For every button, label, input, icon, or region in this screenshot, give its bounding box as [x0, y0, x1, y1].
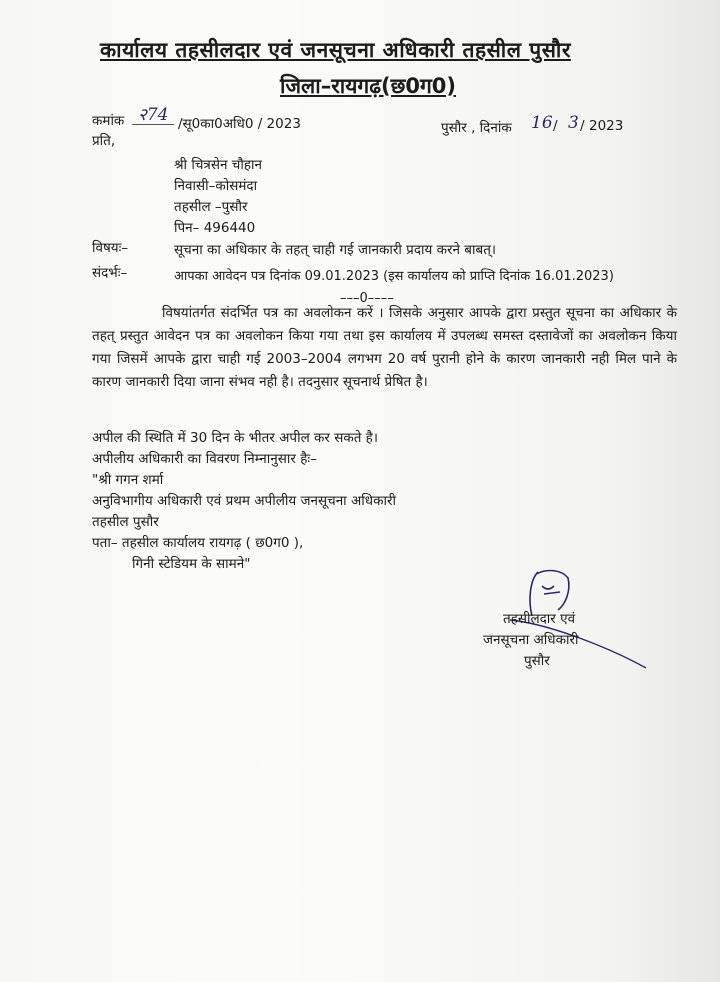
appellate-name: "श्री गगन शर्मा [92, 472, 164, 488]
address-line-2: गिनी स्टेडियम के सामने" [132, 556, 251, 572]
reference-label: संदर्भः– [92, 265, 128, 281]
document-page: कार्यालय तहसीलदार एवं जनसूचना अधिकारी तहसील पुसौर जिला–रायगढ़(छ0ग0) कमांक २74 /सू0का0अधि0 / 2023 पुसौर , दिनांक 16 / 3 / 2023 प्रति, श्री चित्रसेन चौहान निवासी–कोसमंदा तहसील –पुसौर पिन– 496440 विषयः– सूचना का अधिकार के तहत् चाही गई जानकारी प्रदाय करने बाबत्। संदर्भः– आपका आवेदन पत्र दिनांक 09.01.2023 (इस कार्यालय को प्राप्ति दिनांक 16.01.2023) –––0–––– विषयांतर्गत संदर्भित पत्र का अवलोकन करें । जिसके अनुसार आपके द्वारा प्रस्तुत सूचना का अधिकार के तहत् प्रस्तुत आवेदन पत्र का अवलोकन किया गया तथा इस कार्यालय में उपलब्ध समस्त दस्तावेजों का अवलोकन किया गया जिसमें आपके द्वारा चाही गई 2003–2004 लगभग 20 वर्ष पुरानी होने के कारण जानकारी नही मिल पाने के कारण जानकारी दिया जाना संभव नही है। तदनुसार सूचनार्थ प्रेषित है। अपील की स्थिति में 30 दिन के भीतर अपील कर सकते है। अपीलीय अधिकारी का विवरण निम्नानुसार हैः– "श्री गगन शर्मा अनुविभागीय अधिकारी एवं प्रथम अपीलीय जनसूचना अधिकारी तहसील पुसौर पता– तहसील कार्यालय रायगढ़ ( छ0ग0 ), गिनी स्टेडियम के सामने" तहसीलदार एवं जनसूचना अधिकारी पुसौर [0, 0, 720, 982]
appeal-line: अपील की स्थिति में 30 दिन के भीतर अपील कर सकते है। [92, 430, 378, 446]
appellate-tehsil: तहसील पुसौर [92, 514, 159, 530]
date-year: 2023 [589, 118, 624, 134]
appellate-intro: अपीलीय अधिकारी का विवरण निम्नानुसार हैः– [92, 451, 317, 467]
to-label: प्रति, [92, 133, 116, 149]
ref-code: /सू0का0अधि0 / 2023 [178, 116, 301, 132]
place-date-prefix: पुसौर , दिनांक [441, 120, 512, 136]
recipient-tehsil: तहसील –पुसौर [174, 199, 248, 215]
district-heading: जिला–रायगढ़(छ0ग0) [280, 74, 457, 98]
address-line-1: पता– तहसील कार्यालय रायगढ़ ( छ0ग0 ), [92, 535, 304, 551]
date-month-handwritten: 3 [568, 113, 579, 133]
subject-text: सूचना का अधिकार के तहत् चाही गई जानकारी प्रदाय करने बाबत्। [174, 242, 497, 258]
recipient-residence: निवासी–कोसमंदा [174, 178, 258, 194]
ref-prefix: कमांक [92, 113, 125, 129]
body-paragraph-text: विषयांतर्गत संदर्भित पत्र का अवलोकन करें । जिसके अनुसार आपके द्वारा प्रस्तुत सूचना का अधिकार के तहत् प्रस्तुत आवेदन पत्र का अवलोकन किया गया तथा इस कार्यालय में उपलब्ध समस्त दस्तावेजों का अवलोकन किया गया जिसमें आपके द्वारा चाही गई 2003–2004 लगभग 20 वर्ष पुरानी होने के कारण जानकारी नही मिल पाने के कारण जानकारी दिया जाना संभव नही है। तदनुसार सूचनार्थ प्रेषित है। [92, 305, 677, 390]
ref-number-underline [132, 124, 174, 125]
ref-number-handwritten: २74 [138, 105, 169, 125]
recipient-name: श्री चित्रसेन चौहान [174, 157, 263, 173]
signatory-line-3: पुसौर [524, 653, 550, 669]
office-heading: कार्यालय तहसीलदार एवं जनसूचना अधिकारी तहसील पुसौर [100, 38, 571, 62]
subject-label: विषयः– [92, 240, 129, 256]
recipient-pin: पिन– 496440 [174, 220, 256, 236]
reference-text: आपका आवेदन पत्र दिनांक 09.01.2023 (इस कार्यालय को प्राप्ति दिनांक 16.01.2023) [174, 269, 614, 284]
body-paragraph [92, 302, 677, 394]
signatory-line-2: जनसूचना अधिकारी [483, 632, 579, 648]
signatory-line-1: तहसीलदार एवं [503, 611, 576, 627]
separator: –––0–––– [340, 291, 394, 306]
date-day-handwritten: 16 [531, 113, 553, 133]
appellate-designation: अनुविभागीय अधिकारी एवं प्रथम अपीलीय जनसूचना अधिकारी [92, 493, 396, 509]
